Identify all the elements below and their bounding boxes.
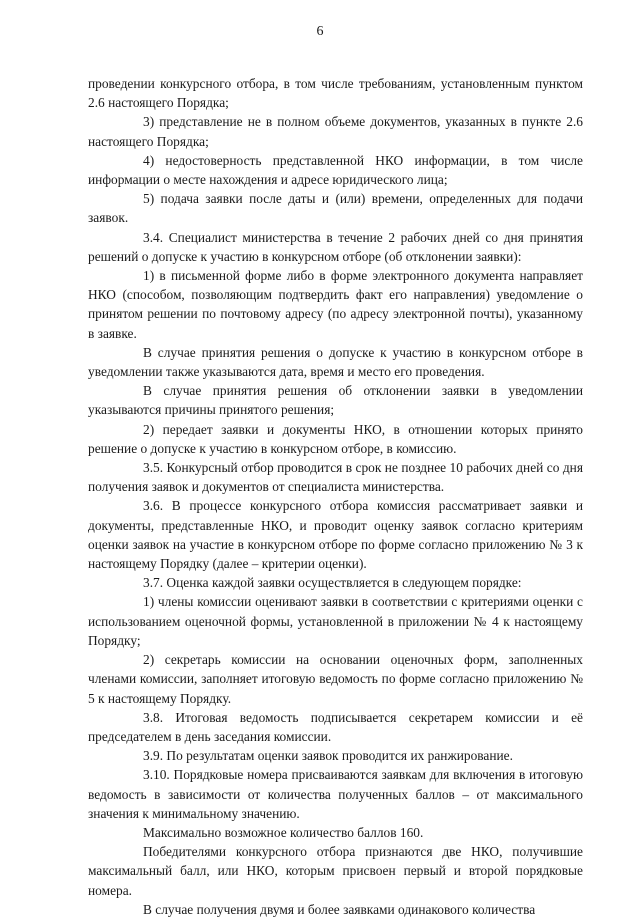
paragraph: 3.8. Итоговая ведомость подписывается секретарем комиссии и её председателем в день заседания комиссии. — [88, 709, 583, 744]
paragraph: 3.4. Специалист министерства в течение 2 рабочих дней со дня принятия решений о допуске к участию в конкурсном отборе (об отклонении заявки): — [88, 229, 583, 264]
paragraph: В случае принятия решения о допуске к участию в конкурсном отборе в уведомлении также указываются дата, время и место его проведения. — [88, 344, 583, 380]
paragraph: 4) недостоверность представленной НКО информации, в том числе информации о месте нахождения и адресе юридического лица; — [88, 152, 583, 188]
paragraph: 1) члены комиссии оценивают заявки в соответствии с критериями оценки с использованием оценочной формы, установленной в приложении № 4 к настоящему Порядку; — [88, 594, 583, 648]
document-body — [88, 74, 583, 919]
paragraph: 3.5. Конкурсный отбор проводится в срок не позднее 10 рабочих дней со дня получения заявок и документов от специалиста министерства. — [88, 460, 583, 495]
paragraph: 3.7. Оценка каждой заявки осуществляется в следующем порядке: — [143, 575, 522, 591]
paragraph: 3) представление не в полном объеме документов, указанных в пункте 2.6 настоящего Порядка; — [88, 114, 583, 149]
paragraph: 2) секретарь комиссии на основании оценочных форм, заполненных членами комиссии, заполняет итоговую ведомость по форме согласно приложению № 5 к настоящему Порядку. — [88, 652, 583, 706]
paragraph: Максимально возможное количество баллов 160. — [143, 824, 424, 840]
paragraph: 3.9. По результатам оценки заявок проводится их ранжирование. — [143, 748, 513, 764]
paragraph: Победителями конкурсного отбора признаются две НКО, получившие максимальный балл, или НКО, которым присвоен первый и второй порядковые номера. — [88, 844, 583, 898]
paragraph: В случае получения двумя и более заявками одинакового количества — [143, 901, 536, 917]
paragraph: 3.6. В процессе конкурсного отбора комиссия рассматривает заявки и документы, представленные НКО, и проводит оценку заявок согласно критериям оценки заявок на участие в конкурсном отборе по форме согласно приложению № 3 к настоящему Порядку (далее – критерии оценки). — [88, 498, 583, 572]
paragraph: 1) в письменной форме либо в форме электронного документа направляет НКО (способом, позволяющим подтвердить факт его направления) уведомление о принятом решении по почтовому адресу (по адресу электронной почты), указанному в заявке. — [88, 268, 583, 341]
paragraph: В случае принятия решения об отклонении заявки в уведомлении указываются причины принятого решения; — [88, 383, 583, 418]
page-number: 6 — [316, 24, 324, 39]
paragraph: проведении конкурсного отбора, в том числе требованиям, установленным пунктом 2.6 настоящего Порядка; — [88, 76, 583, 111]
paragraph: 3.10. Порядковые номера присваиваются заявкам для включения в итоговую ведомость в зависимости от количества полученных баллов – от максимального значения к минимальному значению. — [88, 767, 583, 821]
paragraph: 2) передает заявки и документы НКО, в отношении которых принято решение о допуске к участию в конкурсном отборе, в комиссию. — [88, 421, 583, 456]
paragraph: 5) подача заявки после даты и (или) времени, определенных для подачи заявок. — [88, 191, 583, 226]
